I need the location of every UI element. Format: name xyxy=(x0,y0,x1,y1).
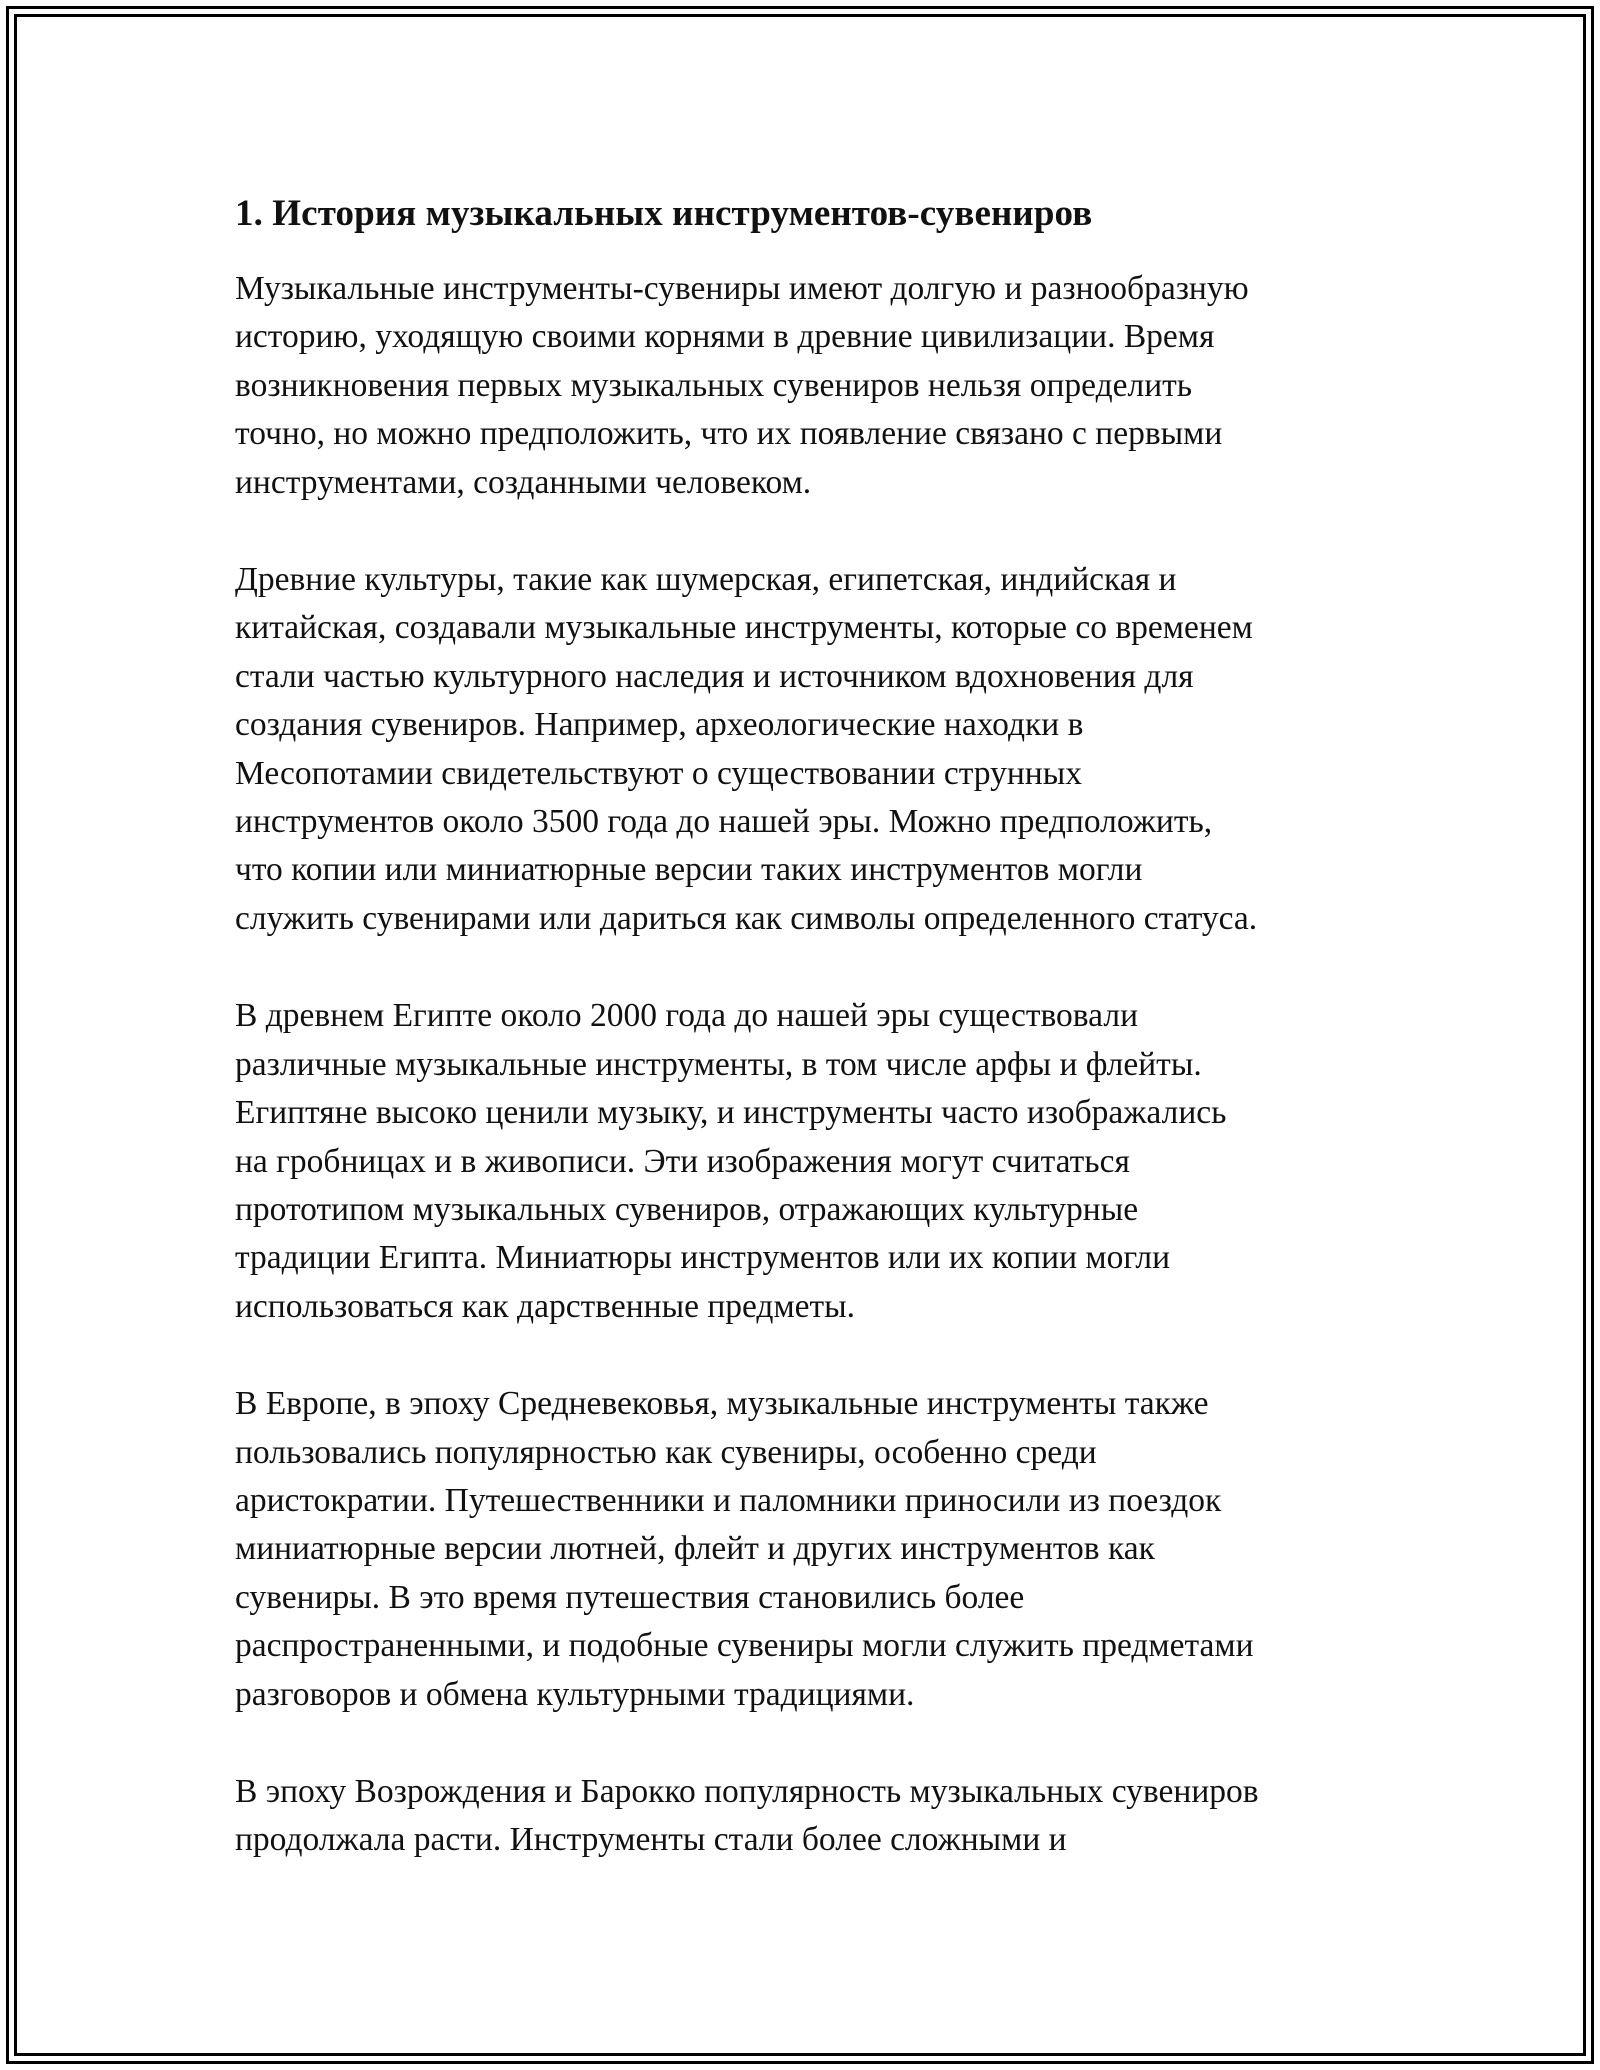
text-line: стали частью культурного наследия и источником вдохновения для xyxy=(235,657,1194,695)
paragraph-1 xyxy=(235,265,1395,507)
text-line: создания сувениров. Например, археологические находки в xyxy=(235,706,1084,744)
text-line: инструментами, созданными человеком. xyxy=(235,463,812,501)
text-line: китайская, создавали музыкальные инструменты, которые со временем xyxy=(235,609,1253,647)
text-line: Египтяне высоко ценили музыку, и инструменты часто изображались xyxy=(235,1094,1227,1132)
text-line: традиции Египта. Миниатюры инструментов или их копии могли xyxy=(235,1239,1171,1277)
text-line: прототипом музыкальных сувениров, отражающих культурные xyxy=(235,1190,1139,1228)
text-line: возникновения первых музыкальных сувениров нельзя определить xyxy=(235,366,1193,404)
text-line: В Европе, в эпоху Средневековья, музыкальные инструменты также xyxy=(235,1385,1209,1423)
text-line: распространенными, и подобные сувениры могли служить предметами xyxy=(235,1627,1254,1665)
paragraph-5 xyxy=(235,1768,1395,1865)
text-line: В древнем Египте около 2000 года до нашей эры существовали xyxy=(235,997,1138,1035)
paragraph-2 xyxy=(235,556,1395,943)
text-line: историю, уходящую своими корнями в древние цивилизации. Время xyxy=(235,318,1215,356)
document-body xyxy=(235,185,1395,1865)
text-line: разговоров и обмена культурными традициями. xyxy=(235,1675,915,1713)
text-line: Музыкальные инструменты-сувениры имеют долгую и разнообразную xyxy=(235,270,1249,307)
text-line: продолжала расти. Инструменты стали более сложными и xyxy=(235,1821,1067,1859)
section-heading: 1. История музыкальных инструментов-сувениров xyxy=(235,193,1093,234)
paragraph-3 xyxy=(235,992,1395,1331)
text-line: различные музыкальные инструменты, в том числе арфы и флейты. xyxy=(235,1045,1202,1083)
text-line: на гробницах и в живописи. Эти изображения могут считаться xyxy=(235,1142,1130,1180)
text-line: использоваться как дарственные предметы. xyxy=(235,1287,856,1325)
text-line: инструментов около 3500 года до нашей эры. Можно предположить, xyxy=(235,803,1213,841)
text-line: Древние культуры, такие как шумерская, египетская, индийская и xyxy=(235,561,1177,599)
text-line: что копии или миниатюрные версии таких инструментов могли xyxy=(235,851,1143,889)
paragraph-4 xyxy=(235,1380,1395,1719)
text-line: служить сувенирами или дариться как символы определенного статуса. xyxy=(235,899,1258,937)
text-line: В эпоху Возрождения и Барокко популярность музыкальных сувениров xyxy=(235,1772,1259,1810)
text-line: аристократии. Путешественники и паломники приносили из поездок xyxy=(235,1481,1222,1519)
text-line: Месопотамии свидетельствуют о существовании струнных xyxy=(235,754,1082,792)
text-line: пользовались популярностью как сувениры, особенно среди xyxy=(235,1433,1097,1471)
text-line: миниатюрные версии лютней, флейт и других инструментов как xyxy=(235,1530,1155,1568)
text-line: точно, но можно предположить, что их появление связано с первыми xyxy=(235,415,1223,453)
text-line: сувениры. В это время путешествия становились более xyxy=(235,1578,1025,1616)
